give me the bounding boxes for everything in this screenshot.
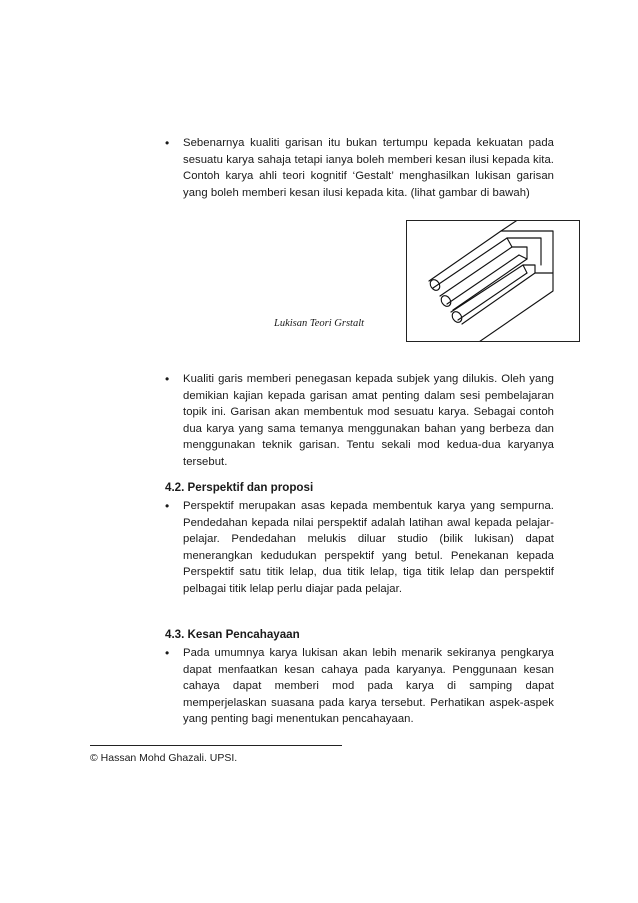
- footer-rule: [90, 745, 342, 746]
- pencahayaan-bullet: •: [165, 646, 170, 660]
- emphasis-paragraph: Kualiti garis memberi penegasan kepada subjek yang dilukis. Oleh yang demikian kajian kepada garisan amat penting dalam sesi pembelajaran topik ini. Garisan akan membentuk mod sesuatu karya. Sebagai contoh dua karya yang sama temanya menggunakan bahan yang berbeza dan menggunakan teknik garisan. Tentu sekali mod kedua-dua karyanya tersebut.: [183, 373, 554, 468]
- pencahayaan-heading: 4.3. Kesan Pencahayaan: [165, 628, 300, 641]
- gestalt-figure-box: [406, 220, 580, 342]
- perspektif-paragraph: Perspektif merupakan asas kepada membentuk karya yang sempurna. Pendedahan kepada nilai perspektif adalah latihan awal kepada pelajar-pelajar. Pendedahan melukis diluar studio (bilik lukisan) dapat menerangkan kedudukan perspektif yang betul. Penekanan kepada Perspektif satu titik lelap, dua titik lelap, tiga titik lelap dan perspektif pelbagai titik lelap perlu diajar pada pelajar.: [183, 500, 554, 595]
- figure-caption: Lukisan Teori Grstalt: [274, 318, 365, 329]
- intro-bullet: •: [165, 136, 170, 150]
- perspektif-heading: 4.2. Perspektif dan proposi: [165, 481, 314, 494]
- intro-paragraph: Sebenarnya kualiti garisan itu bukan tertumpu kepada kekuatan pada sesuatu karya sahaja tetapi ianya boleh memberi kesan ilusi kepada kita. Contoh karya ahli teori kognitif ‘Gestalt’ menghasilkan lukisan garisan yang boleh memberi kesan ilusi kepada kita. (lihat gambar di bawah): [183, 137, 554, 199]
- pencahayaan-paragraph: Pada umumnya karya lukisan akan lebih menarik sekiranya pengkarya dapat menfaatkan kesan cahaya pada karyanya. Penggunaan kesan cahaya dapat memberi mod pada karya di samping dapat memperjelaskan suasana pada karya tersebut. Perhatikan aspek-aspek yang penting bagi menentukan pencahayaan.: [183, 647, 554, 726]
- perspektif-bullet: •: [165, 499, 170, 513]
- impossible-trident-illusion-icon: [407, 221, 579, 341]
- footer-copyright: © Hassan Mohd Ghazali. UPSI.: [90, 752, 238, 764]
- emphasis-bullet: •: [165, 372, 170, 386]
